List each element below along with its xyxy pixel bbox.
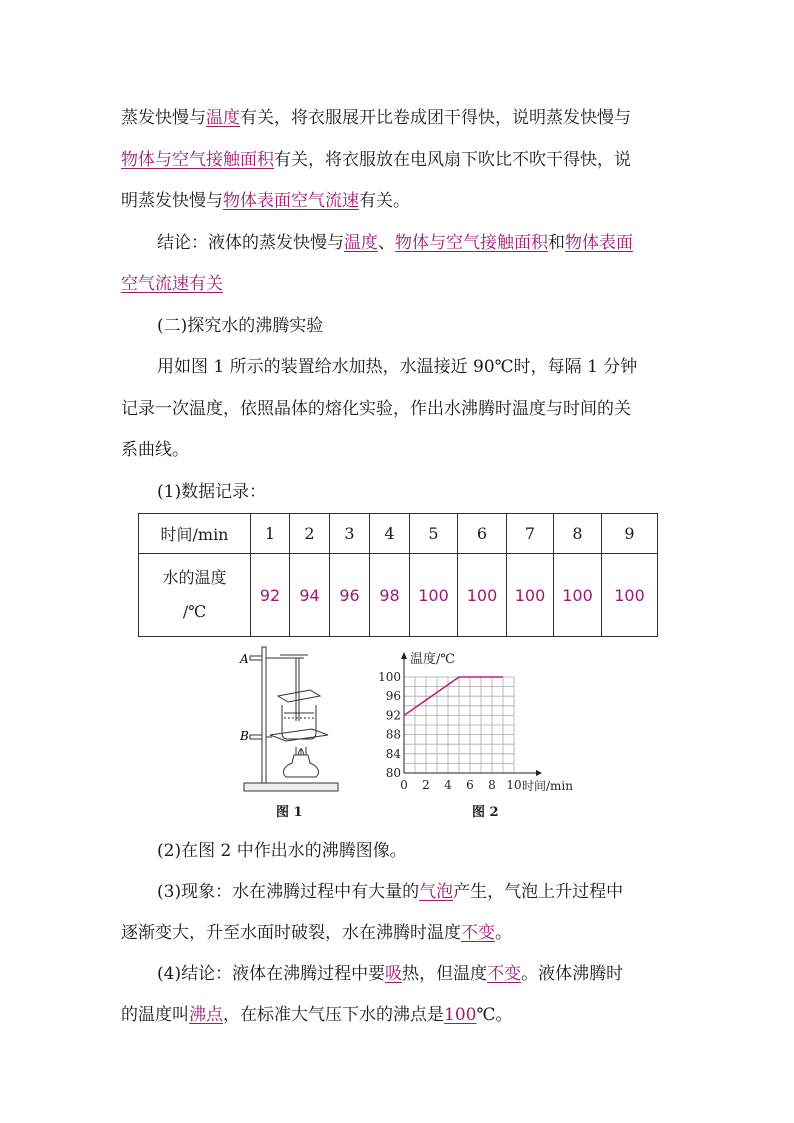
label-a: A: [240, 652, 249, 666]
item4-line-1: [157, 962, 623, 986]
temperature-cell: 100: [602, 554, 658, 637]
text: (3)现象：水在沸腾过程中有大量的: [157, 882, 420, 902]
temperature-cell: 100: [410, 554, 458, 637]
x-tick-label: 0: [400, 778, 408, 792]
text: ，在标准大气压下水的沸点是: [223, 1005, 444, 1025]
answer-blank: 沸点: [189, 1005, 223, 1025]
temperature-row: [139, 554, 658, 637]
time-cell: 7: [507, 514, 554, 554]
temperature-cell: 94: [290, 554, 330, 637]
section-title: (二)探究水的沸腾实验: [157, 316, 324, 336]
text: 的温度叫: [121, 1005, 189, 1025]
evaporation-text-line-2: [121, 148, 631, 172]
answer-blank: 不变: [461, 923, 495, 943]
y-tick-label: 84: [385, 746, 401, 761]
temperature-header: [139, 554, 251, 637]
x-tick-label: 8: [488, 778, 496, 792]
text: 逐渐变大，升至水面时破裂，水在沸腾时温度: [121, 923, 461, 943]
conclusion-line-1: [157, 231, 633, 255]
text: 明蒸发快慢与: [121, 191, 223, 211]
answer-blank: 不变: [487, 964, 522, 984]
item4-line-2: [121, 1003, 512, 1027]
y-tick-label: 88: [385, 727, 401, 742]
answer-blank: 空气流速有关: [121, 274, 223, 294]
conclusion-line-2: [121, 272, 223, 296]
time-cell: 9: [602, 514, 658, 554]
x-tick-label: 2: [422, 778, 430, 792]
figure1-caption: 图 1: [276, 805, 303, 820]
figure2-chart: [360, 645, 600, 800]
text: 、: [378, 233, 395, 253]
answer-blank: 吸: [385, 964, 403, 984]
temperature-cell: 98: [370, 554, 410, 637]
temperature-cell: 100: [458, 554, 507, 637]
evaporation-text-line-1: [121, 106, 631, 130]
text: 水的温度: [162, 568, 227, 587]
time-header: 时间/min: [139, 514, 251, 554]
y-axis-arrow: [401, 652, 407, 659]
x-tick-label: 4: [444, 778, 452, 792]
item2-text: (2)在图 2 中作出水的沸腾图像。: [157, 841, 407, 861]
item3-line-2: [121, 921, 512, 945]
text: 。液体沸腾时: [521, 964, 624, 984]
time-cell: 4: [370, 514, 410, 554]
answer-blank: 100: [444, 1005, 477, 1025]
time-cell: 1: [251, 514, 290, 554]
time-cell: 8: [554, 514, 602, 554]
answer-blank: 物体与空气接触面积: [395, 233, 548, 253]
y-tick-label: 96: [385, 689, 401, 704]
answer-blank: 气泡: [419, 882, 454, 902]
temperature-cell: 92: [251, 554, 290, 637]
text: 蒸发快慢与: [121, 108, 206, 128]
y-tick-label: 80: [385, 766, 401, 780]
x-tick-label: 6: [466, 778, 474, 792]
y-tick-label: 100: [378, 670, 401, 684]
y-axis-label: 温度/℃: [410, 652, 455, 667]
text: 结论：液体的蒸发快慢与: [157, 233, 344, 253]
time-cell: 2: [290, 514, 330, 554]
time-cell: 6: [458, 514, 507, 554]
text: 和: [548, 233, 565, 253]
text: ℃。: [476, 1005, 513, 1025]
text: 有关。: [359, 191, 410, 211]
y-tick-label: 92: [385, 708, 401, 723]
evaporation-text-line-3: [121, 189, 410, 213]
text: 产生，气泡上升过程中: [453, 882, 624, 902]
time-cell: 3: [330, 514, 370, 554]
answer-blank: 物体与空气接触面积: [121, 150, 274, 170]
intro-line-1: 用如图 1 所示的装置给水加热，水温接近 90℃时，每隔 1 分钟: [157, 357, 638, 377]
temperature-cell: 100: [507, 554, 554, 637]
time-row: [139, 514, 658, 554]
temperature-cell: 100: [554, 554, 602, 637]
intro-line-2: 记录一次温度，依照晶体的熔化实验，作出水沸腾时温度与时间的关: [121, 399, 631, 419]
answer-blank: 物体表面空气流速: [223, 191, 359, 211]
figure2-caption: 图 2: [472, 805, 499, 820]
data-table: [138, 513, 658, 637]
intro-line-3: 系曲线。: [121, 440, 189, 460]
figure1-apparatus: [236, 643, 346, 798]
item3-line-1: [157, 880, 623, 904]
answer-blank: 温度: [344, 233, 378, 253]
label-b: B: [240, 729, 249, 743]
answer-blank: 温度: [206, 108, 240, 128]
x-axis-arrow: [536, 770, 542, 776]
text: 。: [495, 923, 512, 943]
answer-blank: 物体表面: [565, 233, 633, 253]
text: 热，但温度: [402, 964, 488, 984]
x-tick-label: 10: [506, 778, 522, 792]
record-label: (1)数据记录：: [157, 482, 267, 502]
x-axis-label: 时间/min: [522, 779, 573, 793]
text: 有关，将衣服展开比卷成团干得快，说明蒸发快慢与: [240, 108, 631, 128]
time-cell: 5: [410, 514, 458, 554]
temperature-cell: 96: [330, 554, 370, 637]
text: /℃: [182, 602, 207, 621]
text: (4)结论：液体在沸腾过程中要: [157, 964, 386, 984]
text: 有关，将衣服放在电风扇下吹比不吹干得快，说: [274, 150, 631, 170]
